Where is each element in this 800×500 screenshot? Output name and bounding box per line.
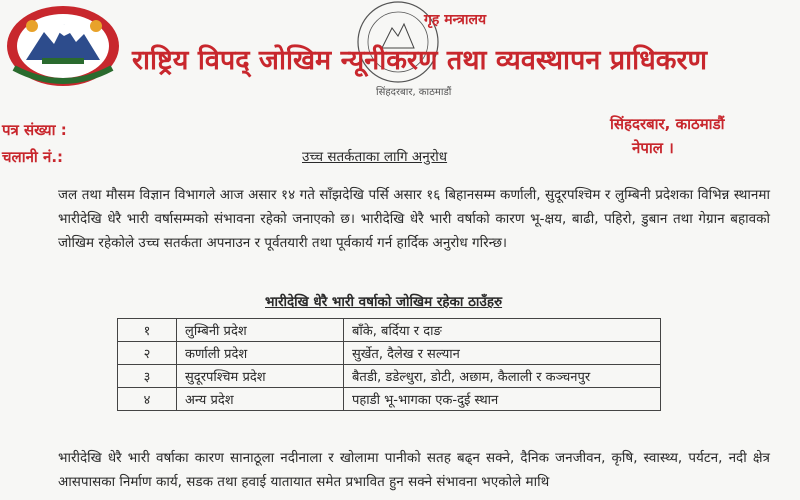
office-location: सिंहदरबार, काठमाडौं	[610, 115, 725, 133]
table-row	[118, 319, 661, 342]
header-address: सिंहदरबार, काठमाडौं	[376, 87, 452, 98]
letter-subject: उच्च सतर्कताका लागि अनुरोध	[302, 149, 448, 165]
body-paragraph-1: जल तथा मौसम विज्ञान विभागले आज असार १४ गते साँझदेखि पर्सि असार १६ बिहानसम्म कर्णाली, सुदूरपश्चिम र लुम्बिनी प्रदेशका विभिन्न स्थानमा भारीदेखि धेरै भारी वर्षासम्मको संभावना रहेको जनाएको छ। भारीदेखि धेरै भारी वर्षाको कारण भू-क्षय, बाढी, पहिरो, डुबान तथा गेग्रान बहावको जोखिम रहेकोले उच्च सतर्कता अपनाउन र पूर्वतयारी तथा पूर्वकार्य गर्न हार्दिक अनुरोध गरिन्छ।	[58, 187, 770, 251]
affected-places: पहाडी भू-भागका एक-दुई स्थान	[344, 388, 661, 411]
reference-number-label: पत्र संख्या :	[2, 121, 67, 139]
affected-places: बैतडी, डडेल्धुरा, डोटी, अछाम, कैलाली र कञ्चनपुर	[344, 365, 661, 388]
body-paragraph-2: भारीदेखि धेरै भारी वर्षाका कारण सानाठूला नदीनाला र खोलामा पानीको सतह बढ्न सक्ने, दैनिक जनजीवन, कृषि, स्वास्थ्य, पर्यटन, नदी क्षेत्र आसपासका निर्माण कार्य, सडक तथा हवाई यातायात समेत प्रभावित हुन सक्ने संभावना भएकोले माथि	[58, 450, 770, 490]
affected-places: सुर्खेत, दैलेख र सल्यान	[344, 342, 661, 365]
country-name: नेपाल ।	[632, 139, 674, 157]
authority-title: राष्ट्रिय विपद् जोखिम न्यूनीकरण तथा व्यवस्थापन प्राधिकरण	[132, 45, 708, 76]
province-name: अन्य प्रदेश	[177, 388, 344, 411]
table-row	[118, 365, 661, 388]
table-row	[118, 388, 661, 411]
province-name: लुम्बिनी प्रदेश	[177, 319, 344, 342]
row-number: २	[118, 342, 177, 365]
ministry-name: गृह मन्त्रालय	[424, 12, 487, 28]
risk-areas-table	[117, 318, 661, 411]
government-emblem-icon	[4, 2, 122, 88]
province-name: सुदूरपश्चिम प्रदेश	[177, 365, 344, 388]
row-number: ३	[118, 365, 177, 388]
dispatch-number-label: चलानी नं.:	[2, 148, 64, 166]
province-name: कर्णाली प्रदेश	[177, 342, 344, 365]
table-row	[118, 342, 661, 365]
table-title: भारीदेखि धेरै भारी वर्षाको जोखिम रहेका ठाउँहरु	[265, 294, 503, 310]
row-number: ४	[118, 388, 177, 411]
row-number: १	[118, 319, 177, 342]
affected-places: बाँके, बर्दिया र दाङ	[344, 319, 661, 342]
